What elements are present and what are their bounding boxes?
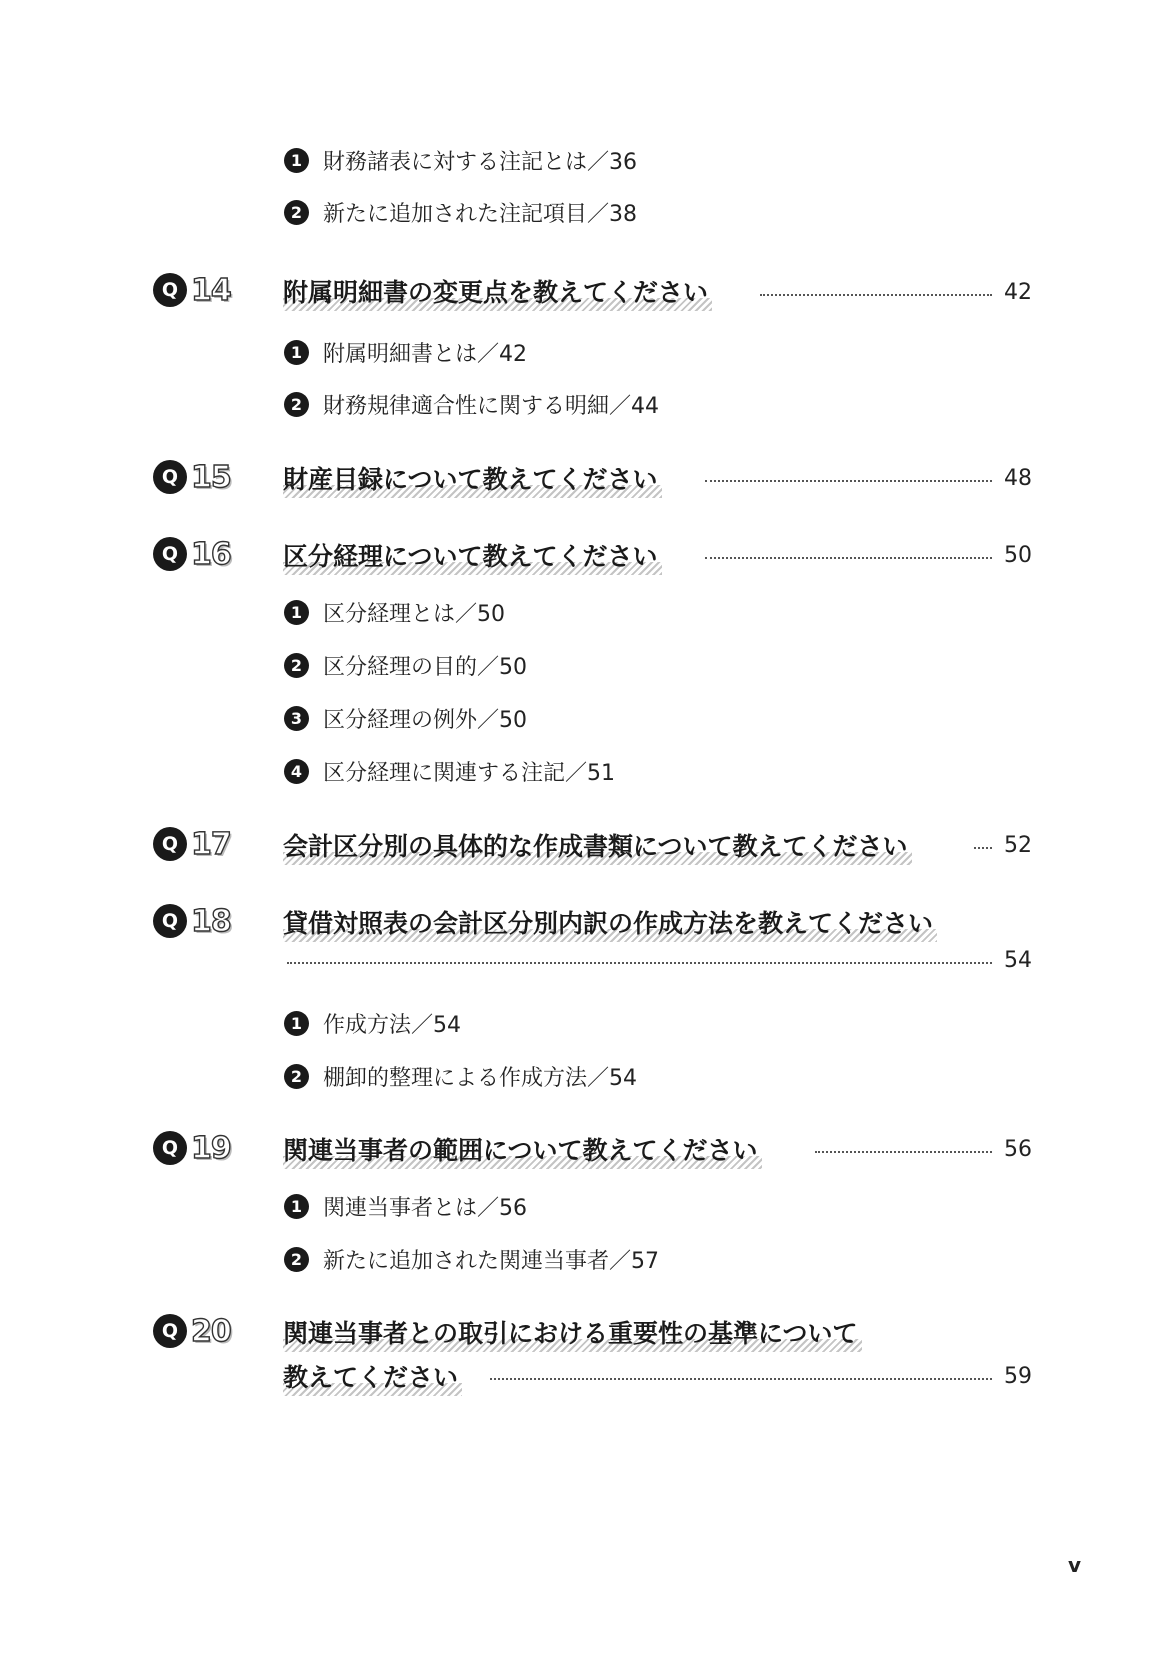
leader-dots	[815, 1151, 992, 1153]
question-title-text: 貸借対照表の会計区分別内訳の作成方法を教えてください	[283, 904, 937, 942]
list-item	[284, 389, 659, 419]
item-text: 新たに追加された注記項目／38	[323, 201, 637, 227]
question-number: 19	[191, 1130, 231, 1166]
question-title-text: 関連当事者の範囲について教えてください	[283, 1131, 762, 1169]
question-badge-19	[153, 1130, 231, 1166]
q-circle: Q	[153, 460, 187, 494]
list-item	[284, 756, 615, 786]
item-text: 関連当事者とは／56	[323, 1195, 527, 1221]
question-title-text: 区分経理について教えてください	[283, 537, 662, 575]
item-number-badge: 3	[284, 706, 309, 731]
question-number: 16	[191, 536, 231, 572]
list-item	[284, 650, 527, 680]
item-number-badge: 2	[284, 200, 309, 225]
question-badge-16	[153, 536, 231, 572]
question-title-text: 教えてください	[283, 1358, 462, 1396]
question-title-line2	[283, 1358, 462, 1396]
question-number: 14	[191, 272, 231, 308]
item-text: 区分経理とは／50	[323, 601, 505, 627]
item-number-badge: 1	[284, 1194, 309, 1219]
leader-dots	[705, 557, 992, 559]
item-number-badge: 1	[284, 1011, 309, 1036]
leader-dots	[490, 1378, 992, 1380]
item-text: 新たに追加された関連当事者／57	[323, 1248, 659, 1274]
q-circle: Q	[153, 1131, 187, 1165]
leader-dots	[974, 847, 992, 849]
list-item	[284, 1191, 527, 1221]
page-number: 48	[1004, 466, 1032, 491]
question-title	[283, 273, 712, 311]
item-text: 附属明細書とは／42	[323, 341, 527, 367]
question-title-text: 附属明細書の変更点を教えてください	[283, 273, 712, 311]
page-number: 52	[1004, 833, 1032, 858]
question-badge-14	[153, 272, 231, 308]
question-title-text: 関連当事者との取引における重要性の基準について	[283, 1314, 862, 1352]
item-text: 財務規律適合性に関する明細／44	[323, 393, 659, 419]
item-number-badge: 1	[284, 148, 309, 173]
question-number: 15	[191, 459, 231, 495]
item-text: 区分経理の例外／50	[323, 707, 527, 733]
q-circle: Q	[153, 827, 187, 861]
page-number: 50	[1004, 543, 1032, 568]
page-folio: v	[1068, 1553, 1082, 1577]
list-item	[284, 197, 637, 227]
item-number-badge: 1	[284, 340, 309, 365]
list-item	[284, 597, 505, 627]
page-number: 59	[1004, 1364, 1032, 1389]
question-number: 17	[191, 826, 231, 862]
question-badge-15	[153, 459, 231, 495]
q-circle: Q	[153, 904, 187, 938]
leader-dots	[760, 294, 992, 296]
question-title	[283, 537, 662, 575]
q-circle: Q	[153, 273, 187, 307]
question-title	[283, 460, 662, 498]
question-title-text: 財産目録について教えてください	[283, 460, 662, 498]
item-text: 棚卸的整理による作成方法／54	[323, 1065, 637, 1091]
question-title-text: 会計区分別の具体的な作成書類について教えてください	[283, 827, 912, 865]
question-badge-18	[153, 903, 231, 939]
item-text: 作成方法／54	[323, 1012, 461, 1038]
leader-dots	[705, 480, 992, 482]
question-title	[283, 1314, 862, 1352]
question-number: 18	[191, 903, 231, 939]
q-circle: Q	[153, 1314, 187, 1348]
question-title	[283, 1131, 762, 1169]
item-number-badge: 2	[284, 1247, 309, 1272]
list-item	[284, 1061, 637, 1091]
list-item	[284, 145, 637, 175]
item-text: 財務諸表に対する注記とは／36	[323, 149, 637, 175]
item-number-badge: 4	[284, 759, 309, 784]
item-number-badge: 2	[284, 392, 309, 417]
page-number: 42	[1004, 280, 1032, 305]
page-number: 54	[1004, 948, 1032, 973]
leader-dots	[287, 962, 992, 964]
item-text: 区分経理の目的／50	[323, 654, 527, 680]
q-circle: Q	[153, 537, 187, 571]
item-number-badge: 1	[284, 600, 309, 625]
list-item	[284, 1008, 461, 1038]
item-number-badge: 2	[284, 1064, 309, 1089]
page-number: 56	[1004, 1137, 1032, 1162]
question-number: 20	[191, 1313, 231, 1349]
item-number-badge: 2	[284, 653, 309, 678]
list-item	[284, 337, 527, 367]
list-item	[284, 703, 527, 733]
question-badge-20	[153, 1313, 231, 1349]
question-badge-17	[153, 826, 231, 862]
question-title	[283, 904, 937, 942]
question-title	[283, 827, 912, 865]
item-text: 区分経理に関連する注記／51	[323, 760, 615, 786]
list-item	[284, 1244, 659, 1274]
